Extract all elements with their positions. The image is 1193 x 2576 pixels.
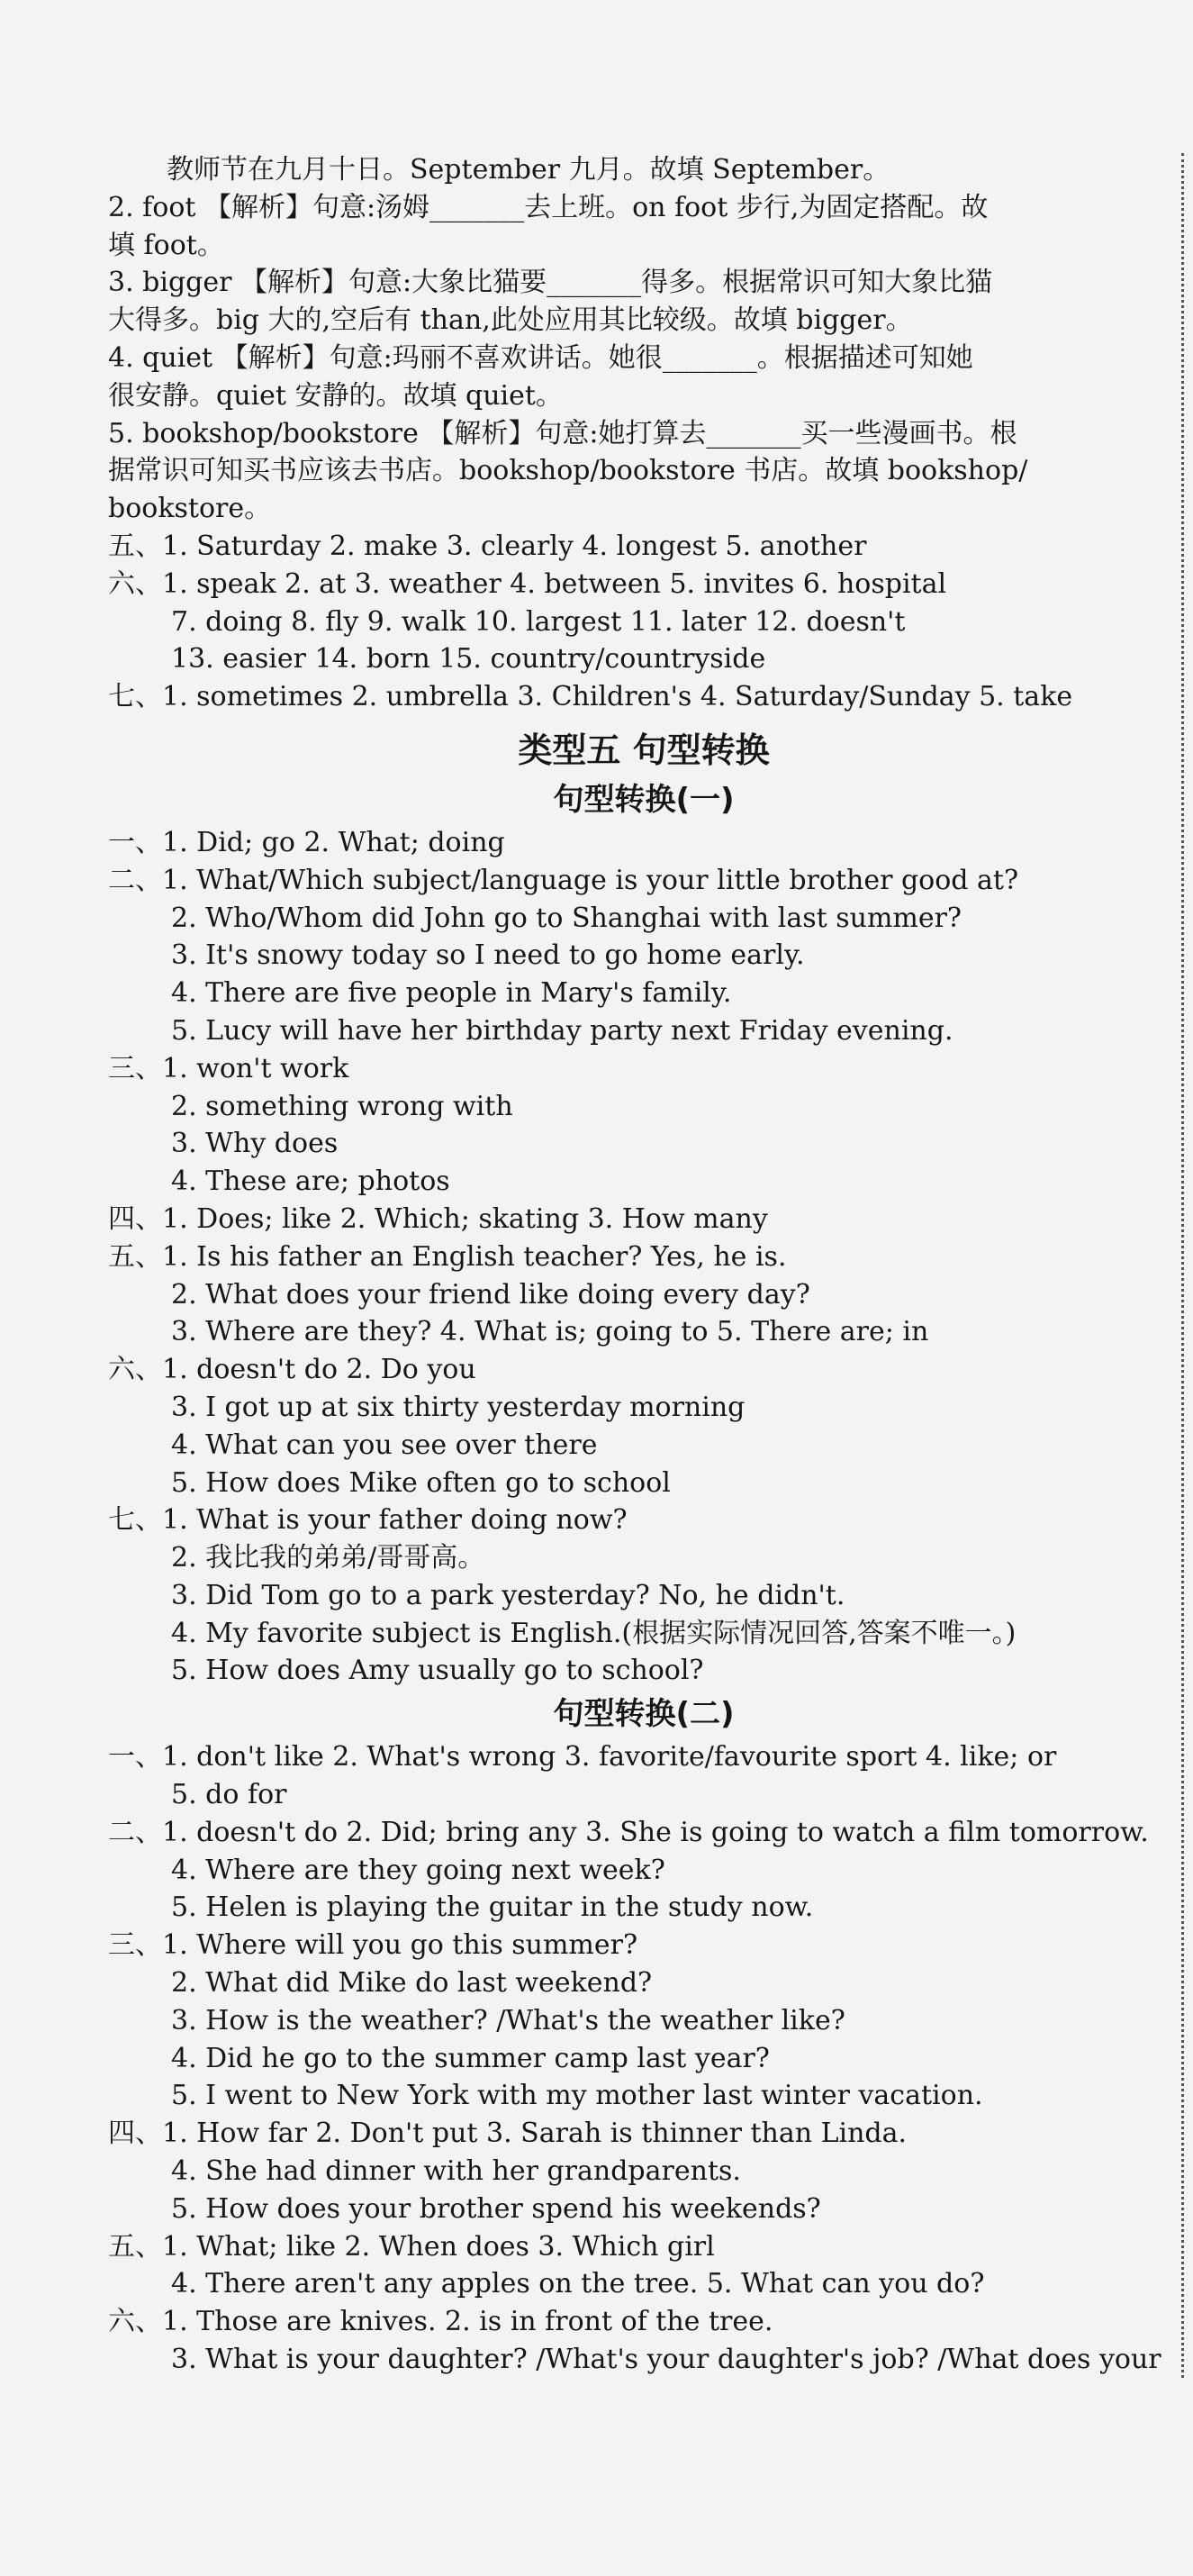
answer-line: 3. Did Tom go to a park yesterday? No, he didn't. — [171, 1579, 845, 1611]
answer-line: 3. Why does — [171, 1128, 339, 1160]
answer-line: 5. Lucy will have her birthday party next Friday evening. — [171, 1014, 953, 1047]
part-title: 句型转换(二) — [553, 1696, 735, 1733]
dotted-margin-line — [1181, 153, 1184, 2378]
answer-line: 六、1. doesn't do 2. Do you — [108, 1354, 476, 1386]
part-title: 句型转换(一) — [553, 781, 735, 818]
answer-line: 2. Who/Whom did John go to Shanghai with last summer? — [171, 902, 963, 934]
answer-page — [108, 151, 1179, 2379]
answer-line: 五、1. What; like 2. When does 3. Which girl — [108, 2230, 715, 2263]
answer-line: 2. What does your friend like doing every day? — [171, 1278, 810, 1311]
text-line: 5. bookshop/bookstore 【解析】句意:她打算去_______买一些漫画书。根 — [108, 417, 1017, 449]
answer-line: 4. She had dinner with her grandparents. — [171, 2155, 741, 2188]
answer-line: 4. Where are they going next week? — [171, 1854, 665, 1886]
answer-line: 三、1. won't work — [108, 1052, 349, 1084]
answer-line: 六、1. Those are knives. 2. is in front of the tree. — [108, 2306, 773, 2338]
text-line: 填 foot。 — [108, 229, 224, 261]
part2-lines — [108, 1738, 1179, 2379]
answer-line: 4. There aren't any apples on the tree. 5. What can you do? — [171, 2268, 985, 2300]
answer-line: 4. These are; photos — [171, 1166, 450, 1198]
answer-line: 5. Helen is playing the guitar in the study now. — [171, 1891, 814, 1924]
answer-line: 4. Did he go to the summer camp last year? — [171, 2042, 770, 2074]
answer-line: 5. How does Mike often go to school — [171, 1466, 671, 1499]
text-line: 3. bigger 【解析】句意:大象比猫要_______得多。根据常识可知大象比猫 — [108, 267, 993, 299]
answer-line: 5. I went to New York with my mother last winter vacation. — [171, 2080, 983, 2112]
text-line: 4. quiet 【解析】句意:玛丽不喜欢讲话。她很_______。根据描述可知她 — [108, 341, 973, 374]
answer-line: 七、1. What is your father doing now? — [108, 1504, 628, 1537]
text-line: 七、1. sometimes 2. umbrella 3. Children's 4. Saturday/Sunday 5. take — [108, 681, 1073, 713]
answer-line: 一、1. don't like 2. What's wrong 3. favorite/favourite sport 4. like; or — [108, 1741, 1057, 1773]
answer-line: 5. How does Amy usually go to school? — [171, 1655, 704, 1687]
text-line: 五、1. Saturday 2. make 3. clearly 4. longest 5. another — [108, 530, 867, 562]
text-line: 教师节在九月十日。September 九月。故填 September。 — [167, 154, 890, 186]
answer-line: 五、1. Is his father an English teacher? Yes, he is. — [108, 1240, 787, 1273]
text-line: bookstore。 — [108, 493, 272, 525]
answer-line: 4. What can you see over there — [171, 1429, 598, 1461]
answer-line: 5. do for — [171, 1779, 287, 1811]
answer-line: 2. something wrong with — [171, 1090, 513, 1122]
answer-line: 3. It's snowy today so I need to go home early. — [171, 939, 805, 972]
answer-line: 2. 我比我的弟弟/哥哥高。 — [171, 1542, 485, 1574]
text-line: 很安静。quiet 安静的。故填 quiet。 — [108, 379, 563, 412]
answer-line: 4. My favorite subject is English.(根据实际情况回答,答案不唯一。) — [171, 1617, 1017, 1649]
answer-line: 四、1. Does; like 2. Which; skating 3. How many — [108, 1202, 768, 1235]
answer-line: 一、1. Did; go 2. What; doing — [108, 826, 505, 858]
answer-line: 5. How does your brother spend his weekends? — [171, 2192, 821, 2225]
answer-line: 三、1. Where will you go this summer? — [108, 1929, 638, 1962]
section-title: 类型五 句型转换 — [518, 730, 770, 770]
text-line: 大得多。big 大的,空后有 than,此处应用其比较级。故填 bigger。 — [108, 304, 913, 337]
answer-line: 3. I got up at six thirty yesterday morning — [171, 1391, 746, 1423]
answer-line: 二、1. What/Which subject/language is your little brother good at? — [108, 864, 1019, 896]
answer-line: 四、1. How far 2. Don't put 3. Sarah is thinner than Linda. — [108, 2118, 908, 2150]
answer-line: 4. There are five people in Mary's family. — [171, 977, 732, 1010]
answer-line: 3. How is the weather? /What's the weather like? — [171, 2004, 845, 2036]
answer-line: 2. What did Mike do last weekend? — [171, 1967, 653, 2000]
answer-line: 二、1. doesn't do 2. Did; bring any 3. She is going to watch a film tomorrow. — [108, 1816, 1149, 1848]
text-line: 六、1. speak 2. at 3. weather 4. between 5. invites 6. hospital — [108, 567, 947, 600]
answer-line: 3. What is your daughter? /What's your daughter's job? /What does your — [171, 2344, 1161, 2376]
text-line: 13. easier 14. born 15. country/countryside — [171, 643, 766, 676]
text-line: 据常识可知买书应该去书店。bookshop/bookstore 书店。故填 bookshop/ — [108, 455, 1028, 487]
text-line: 2. foot 【解析】句意:汤姆_______去上班。on foot 步行,为固定搭配。故 — [108, 191, 989, 223]
part1-lines — [108, 824, 1179, 1690]
text-line: 7. doing 8. fly 9. walk 10. largest 11. later 12. doesn't — [171, 605, 906, 638]
answer-line: 3. Where are they? 4. What is; going to 5. There are; in — [171, 1316, 929, 1348]
